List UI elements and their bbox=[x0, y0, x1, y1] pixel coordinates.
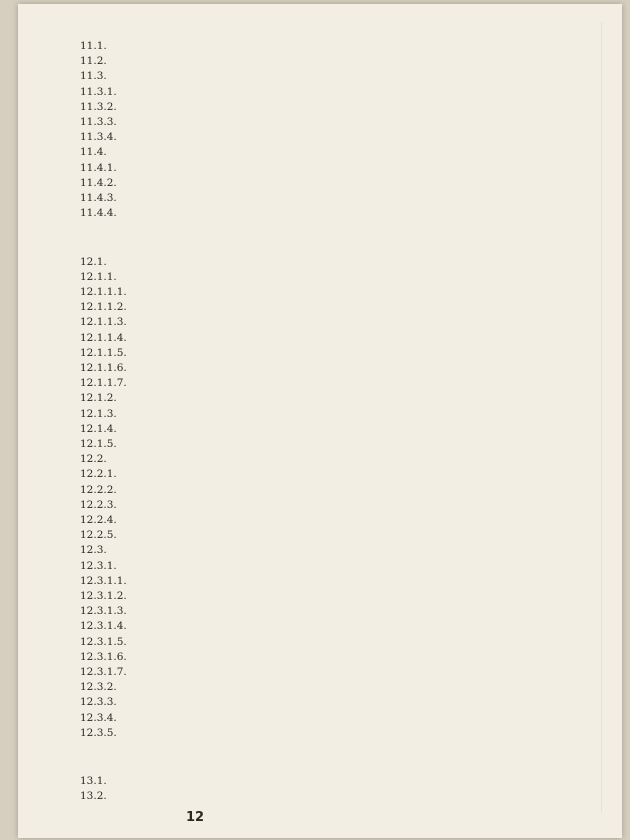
section-number: 11.3.4. bbox=[80, 131, 117, 144]
section-number: 12.3.1.6. bbox=[80, 650, 127, 663]
section-number: 11.4.3. bbox=[80, 192, 117, 204]
section-number: 12.1.5. bbox=[80, 438, 117, 450]
section-number: 12.2.3. bbox=[80, 498, 117, 511]
section-number: 12.3.1.1. bbox=[80, 574, 127, 587]
table-of-contents bbox=[18, 4, 622, 838]
section-number: 12.1.1.2. bbox=[80, 301, 127, 314]
section-number: 12.1.2. bbox=[80, 392, 117, 405]
section-number: 12.3.1.4. bbox=[80, 620, 127, 633]
section-number: 12.1. bbox=[80, 255, 107, 268]
section-number: 12.3.1.2. bbox=[80, 590, 127, 602]
section-number: 11.4.2. bbox=[80, 176, 117, 189]
section-number: 12.3.1.5. bbox=[80, 635, 127, 648]
section-number: 12.3.3. bbox=[80, 696, 117, 709]
section-number: 12.3.1.3. bbox=[80, 605, 127, 618]
section-number: 11.2. bbox=[80, 55, 107, 68]
section-number: 12.3.1.7. bbox=[80, 666, 127, 678]
section-number: 11.3.3. bbox=[80, 116, 117, 128]
section-number: 11.4. bbox=[80, 146, 107, 159]
section-number: 11.4.4. bbox=[80, 207, 117, 220]
section-number: 12.1.1.3. bbox=[80, 316, 127, 329]
section-number: 12.2.1. bbox=[80, 468, 117, 481]
section-number: 11.3. bbox=[80, 70, 107, 83]
section-number: 11.3.2. bbox=[80, 100, 117, 113]
section-number: 13.2. bbox=[80, 790, 107, 803]
section-number: 12.1.1.5. bbox=[80, 346, 127, 359]
book-page bbox=[18, 4, 622, 838]
section-number: 12.1.1.7. bbox=[80, 377, 127, 390]
section-number: 12.2.2. bbox=[80, 483, 117, 496]
section-number: 13.1. bbox=[80, 775, 107, 788]
section-number: 12.2.4. bbox=[80, 514, 117, 526]
section-number: 12.3.2. bbox=[80, 681, 117, 694]
section-number: 12.3.1. bbox=[80, 559, 117, 572]
section-number: 12.1.4. bbox=[80, 422, 117, 435]
section-number: 12.1.1. bbox=[80, 270, 117, 283]
section-number: 11.1. bbox=[80, 40, 107, 52]
section-number: 12.1.3. bbox=[80, 407, 117, 420]
page-number: 12 bbox=[186, 810, 205, 825]
section-number: 12.1.1.6. bbox=[80, 362, 127, 374]
section-number: 12.3.4. bbox=[80, 711, 117, 724]
section-number: 11.3.1. bbox=[80, 85, 117, 98]
section-number: 12.1.1.4. bbox=[80, 331, 127, 344]
section-number: 12.2.5. bbox=[80, 529, 117, 542]
section-number: 12.2. bbox=[80, 453, 107, 466]
section-number: 12.1.1.1. bbox=[80, 286, 127, 298]
section-number: 12.3. bbox=[80, 544, 107, 557]
section-number: 11.4.1. bbox=[80, 161, 117, 174]
section-number: 12.3.5. bbox=[80, 726, 117, 739]
